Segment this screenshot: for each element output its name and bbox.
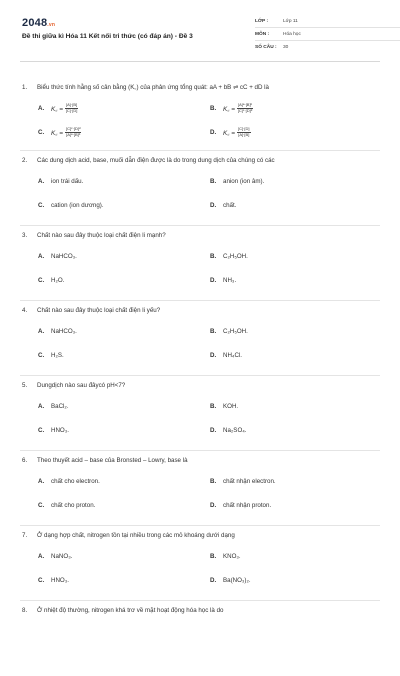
option-letter: A.	[38, 328, 45, 335]
question-item	[20, 76, 380, 151]
option-text: BaCl₂.	[51, 403, 69, 410]
question-number: 1.	[22, 84, 28, 91]
fraction-numerator: [A]·[B]	[65, 102, 78, 107]
fraction-denominator: [C]·[D]	[65, 107, 78, 113]
option-fraction	[237, 103, 253, 113]
question-item	[20, 301, 380, 376]
option-fraction	[65, 127, 81, 137]
question-stem	[22, 307, 160, 314]
fraction-numerator: [C]·[D]	[237, 126, 250, 131]
option-text: C₂H₅OH.	[223, 328, 248, 335]
answer-option-c[interactable]	[38, 127, 81, 137]
option-text: HNO₃.	[51, 577, 69, 584]
answer-option-c[interactable]	[38, 502, 95, 509]
question-number: 6.	[22, 457, 28, 464]
fraction-denominator: [A]ᵃ·[B]ᵇ	[66, 131, 81, 137]
option-letter: B.	[210, 328, 217, 335]
logo-number: 2048	[22, 17, 48, 29]
site-logo[interactable]	[22, 17, 55, 29]
option-letter: C.	[38, 352, 45, 359]
option-letter: A.	[38, 478, 45, 485]
question-stem	[22, 457, 188, 464]
option-text: H₂O.	[51, 277, 65, 284]
answer-option-a[interactable]	[38, 403, 69, 410]
question-text: Biểu thức tính hằng số cân bằng (K꜀) của phản ứng tổng quát: aA + bB ⇌ cC + dD là	[37, 84, 269, 91]
answer-option-b[interactable]	[210, 553, 241, 560]
option-text: chất cho proton.	[51, 502, 96, 509]
equilibrium-constant-label: K꜀ =	[51, 105, 63, 113]
question-text: Ở dạng hợp chất, nitrogen tồn tại nhiều trong các mỏ khoáng dưới dạng	[37, 532, 235, 539]
answer-option-c[interactable]	[38, 577, 69, 584]
option-text: chất.	[223, 202, 237, 209]
question-stem	[22, 232, 166, 239]
fraction-denominator: [C]ᶜ·[D]ᵈ	[237, 107, 253, 113]
answer-option-d[interactable]	[210, 577, 251, 584]
answer-option-d[interactable]	[210, 127, 251, 137]
option-letter: D.	[210, 128, 217, 136]
option-text: KOH.	[223, 403, 239, 410]
exam-meta-table	[255, 15, 400, 54]
option-letter: A.	[38, 104, 45, 112]
option-letter: A.	[38, 403, 45, 410]
question-item	[20, 376, 380, 451]
option-letter: B.	[210, 478, 217, 485]
option-text: NaHCO₃.	[51, 328, 77, 335]
option-letter: D.	[210, 577, 217, 584]
question-text: Các dung dịch acid, base, muối dẫn điện được là do trong dung dịch của chúng có các	[37, 157, 275, 164]
question-list	[20, 62, 380, 676]
page-title: Đề thi giữa kì Hóa 11 Kết nối tri thức (có đáp án) - Đề 3	[22, 33, 193, 40]
question-stem	[22, 607, 223, 614]
option-letter: C.	[38, 427, 45, 434]
question-stem	[22, 82, 269, 91]
question-stem	[22, 382, 125, 389]
option-letter: C.	[38, 202, 45, 209]
meta-key: SỐ CÂU :	[255, 45, 277, 50]
question-number: 4.	[22, 307, 28, 314]
answer-option-a[interactable]	[38, 178, 83, 185]
option-letter: A.	[38, 253, 45, 260]
fraction-denominator: [A]·[B]	[238, 131, 250, 137]
option-letter: B.	[210, 104, 217, 112]
option-text: ion trái dấu.	[51, 178, 84, 185]
question-text: Dungdịch nào sau đâycó pH<7?	[37, 382, 126, 389]
option-text: H₂S.	[51, 352, 64, 359]
meta-key: LỚP :	[255, 18, 269, 24]
answer-option-b[interactable]	[210, 328, 248, 335]
question-number: 3.	[22, 232, 28, 239]
question-item	[20, 151, 380, 226]
option-fraction	[65, 103, 78, 113]
answer-option-d[interactable]	[210, 202, 236, 209]
answer-option-d[interactable]	[210, 502, 271, 509]
option-letter: C.	[38, 277, 45, 284]
answer-option-b[interactable]	[210, 178, 264, 185]
answer-option-a[interactable]	[38, 478, 100, 485]
option-text: cation (ion dương).	[51, 202, 104, 209]
answer-option-d[interactable]	[210, 277, 236, 284]
option-letter: C.	[38, 577, 45, 584]
question-stem	[22, 532, 235, 539]
option-fraction	[237, 127, 251, 137]
question-number: 5.	[22, 382, 28, 389]
option-text: HNO₃.	[51, 427, 69, 434]
question-text: Chất nào sau đây thuộc loại chất điện li mạnh?	[37, 232, 166, 239]
option-letter: C.	[38, 502, 45, 509]
meta-value: Hóa học	[283, 31, 301, 37]
option-letter: A.	[38, 553, 45, 560]
question-number: 2.	[22, 157, 28, 164]
answer-option-a[interactable]	[38, 553, 72, 560]
option-letter: D.	[210, 202, 217, 209]
option-text: C₂H₅OH.	[223, 253, 248, 260]
answer-option-b[interactable]	[210, 403, 238, 410]
equilibrium-constant-label: K꜀ =	[223, 105, 235, 113]
question-item	[20, 226, 380, 301]
option-letter: B.	[210, 178, 217, 185]
question-number: 8.	[22, 607, 28, 614]
option-text: anion (ion âm).	[223, 178, 265, 185]
answer-option-b[interactable]	[210, 253, 248, 260]
meta-row-count	[255, 41, 400, 54]
option-text: KNO₃.	[223, 553, 241, 560]
page-header	[20, 0, 380, 62]
option-text: NH₄Cl.	[223, 352, 243, 359]
answer-option-b[interactable]	[210, 103, 253, 113]
question-text: Chất nào sau đây thuộc loại chất điện li yếu?	[37, 307, 161, 314]
option-letter: B.	[210, 553, 217, 560]
fraction-numerator: [C]ᶜ·[D]ᵈ	[65, 126, 81, 131]
meta-value: 30	[283, 45, 289, 50]
answer-option-c[interactable]	[38, 202, 104, 209]
question-stem	[22, 157, 275, 164]
option-text: NaNO₃.	[51, 553, 73, 560]
answer-option-c[interactable]	[38, 427, 69, 434]
question-item	[20, 451, 380, 526]
option-text: Na₂SO₄.	[223, 427, 247, 434]
question-item	[20, 526, 380, 601]
option-letter: D.	[210, 352, 217, 359]
option-letter: D.	[210, 277, 217, 284]
question-number: 7.	[22, 532, 28, 539]
answer-option-d[interactable]	[210, 427, 247, 434]
equilibrium-constant-label: K꜀ =	[51, 129, 63, 137]
option-letter: B.	[210, 253, 217, 260]
option-text: chất cho electron.	[51, 478, 100, 485]
option-text: chất nhận electron.	[223, 478, 276, 485]
answer-option-a[interactable]	[38, 103, 78, 113]
option-text: chất nhận proton.	[223, 502, 272, 509]
option-text: Ba(NO₃)₂.	[223, 577, 251, 584]
answer-option-c[interactable]	[38, 352, 64, 359]
equilibrium-constant-label: K꜀ =	[223, 129, 235, 137]
fraction-numerator: [A]ᵃ·[B]ᵇ	[237, 102, 253, 107]
answer-option-d[interactable]	[210, 352, 242, 359]
question-text: Theo thuyết acid – base của Bronsted – Lowry, base là	[37, 457, 188, 464]
question-text: Ở nhiệt độ thường, nitrogen khá trơ về mặt hoạt động hóa học là do	[37, 607, 224, 614]
answer-option-a[interactable]	[38, 253, 77, 260]
meta-value: Lớp 11	[283, 18, 298, 24]
answer-option-a[interactable]	[38, 328, 77, 335]
option-letter: D.	[210, 427, 217, 434]
option-text: NaHCO₃.	[51, 253, 77, 260]
option-letter: D.	[210, 502, 217, 509]
answer-option-b[interactable]	[210, 478, 276, 485]
option-text: NH₃.	[223, 277, 237, 284]
question-item	[20, 601, 380, 676]
meta-row-subject	[255, 28, 400, 41]
option-letter: B.	[210, 403, 217, 410]
meta-row-class	[255, 15, 400, 28]
option-letter: A.	[38, 178, 45, 185]
meta-key: MÔN :	[255, 31, 270, 37]
logo-suffix: .vn	[47, 22, 56, 28]
option-letter: C.	[38, 128, 45, 136]
answer-option-c[interactable]	[38, 277, 64, 284]
